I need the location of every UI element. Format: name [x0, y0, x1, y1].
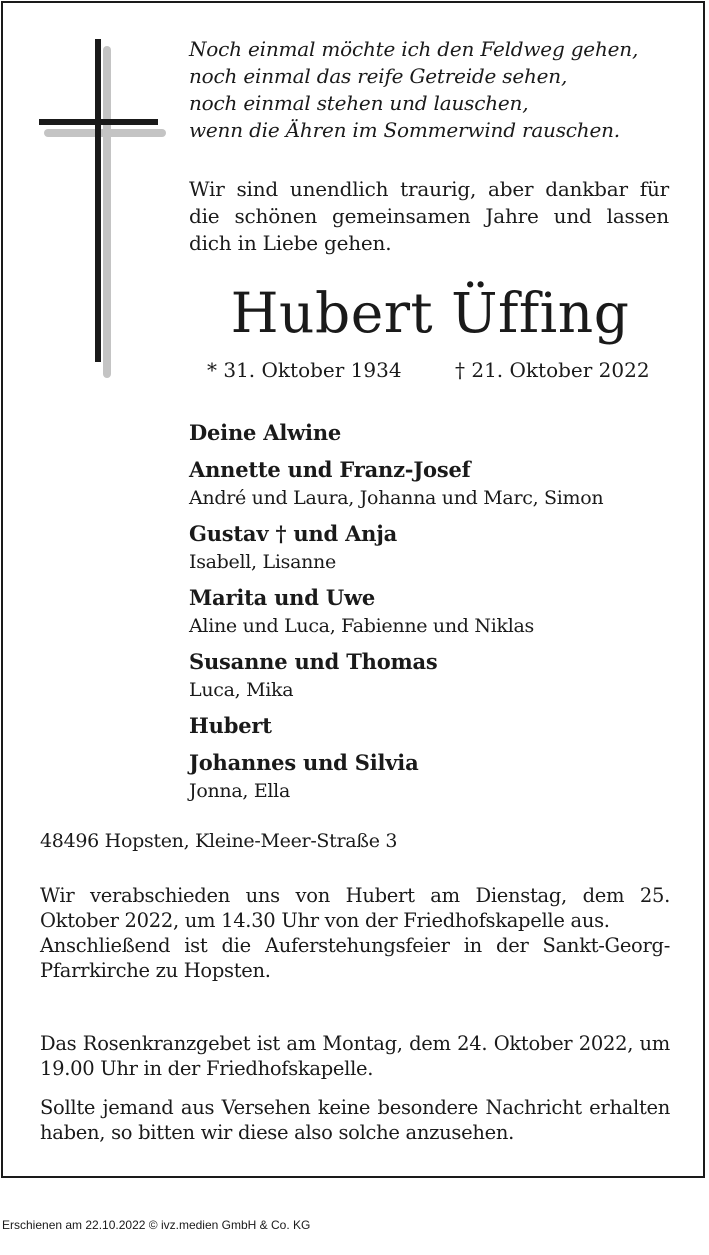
family-head: Hubert [189, 713, 272, 738]
family-sub: Jonna, Ella [189, 780, 290, 802]
poem-line: Noch einmal möchte ich den Feldweg gehen, [189, 37, 639, 61]
birth-date: * 31. Oktober 1934 [207, 358, 402, 382]
notice-paragraph: Sollte jemand aus Versehen keine besondere Nachricht erhalten haben, so bitten wir diese also solche anzusehen. [40, 1096, 670, 1144]
farewell-paragraph: Anschließend ist die Auferstehungsfeier in der Sankt-Georg-Pfarrkirche zu Hopsten. [40, 934, 670, 982]
rosary-info [40, 1031, 670, 1081]
family-sub: André und Laura, Johanna und Marc, Simon [189, 487, 604, 509]
family-sub: Luca, Mika [189, 679, 294, 701]
family-sub: Isabell, Lisanne [189, 551, 336, 573]
farewell-paragraph: Wir verabschieden uns von Hubert am Dienstag, dem 25. Oktober 2022, um 14.30 Uhr von der Friedhofskapelle aus. [40, 884, 670, 932]
farewell-info [40, 883, 670, 983]
rosary-paragraph: Das Rosenkranzgebet ist am Montag, dem 24. Oktober 2022, um 19.00 Uhr in der Friedhofskapelle. [40, 1032, 670, 1080]
family-head: Susanne und Thomas [189, 649, 438, 674]
address: 48496 Hopsten, Kleine-Meer-Straße 3 [40, 830, 398, 852]
poem-line: noch einmal stehen und lauschen, [189, 91, 529, 115]
family-head: Gustav † und Anja [189, 521, 398, 546]
notice-info [40, 1095, 670, 1145]
family-head: Deine Alwine [189, 420, 342, 445]
family-head: Marita und Uwe [189, 585, 375, 610]
family-sub: Aline und Luca, Fabienne und Niklas [189, 615, 534, 637]
family-list [189, 418, 689, 812]
poem [189, 36, 669, 144]
publication-footer: Erschienen am 22.10.2022 © ivz.medien GmbH & Co. KG [2, 1218, 311, 1232]
family-head: Johannes und Silvia [189, 750, 419, 775]
deceased-name: Hubert Üffing [230, 281, 630, 345]
poem-line: wenn die Ähren im Sommerwind rauschen. [189, 118, 620, 142]
poem-line: noch einmal das reife Getreide sehen, [189, 64, 568, 88]
death-date: † 21. Oktober 2022 [455, 358, 650, 382]
family-head: Annette und Franz-Josef [189, 457, 471, 482]
intro-text: Wir sind unendlich traurig, aber dankbar für die schönen gemeinsamen Jahre und lassen dich in Liebe gehen. [189, 177, 669, 255]
